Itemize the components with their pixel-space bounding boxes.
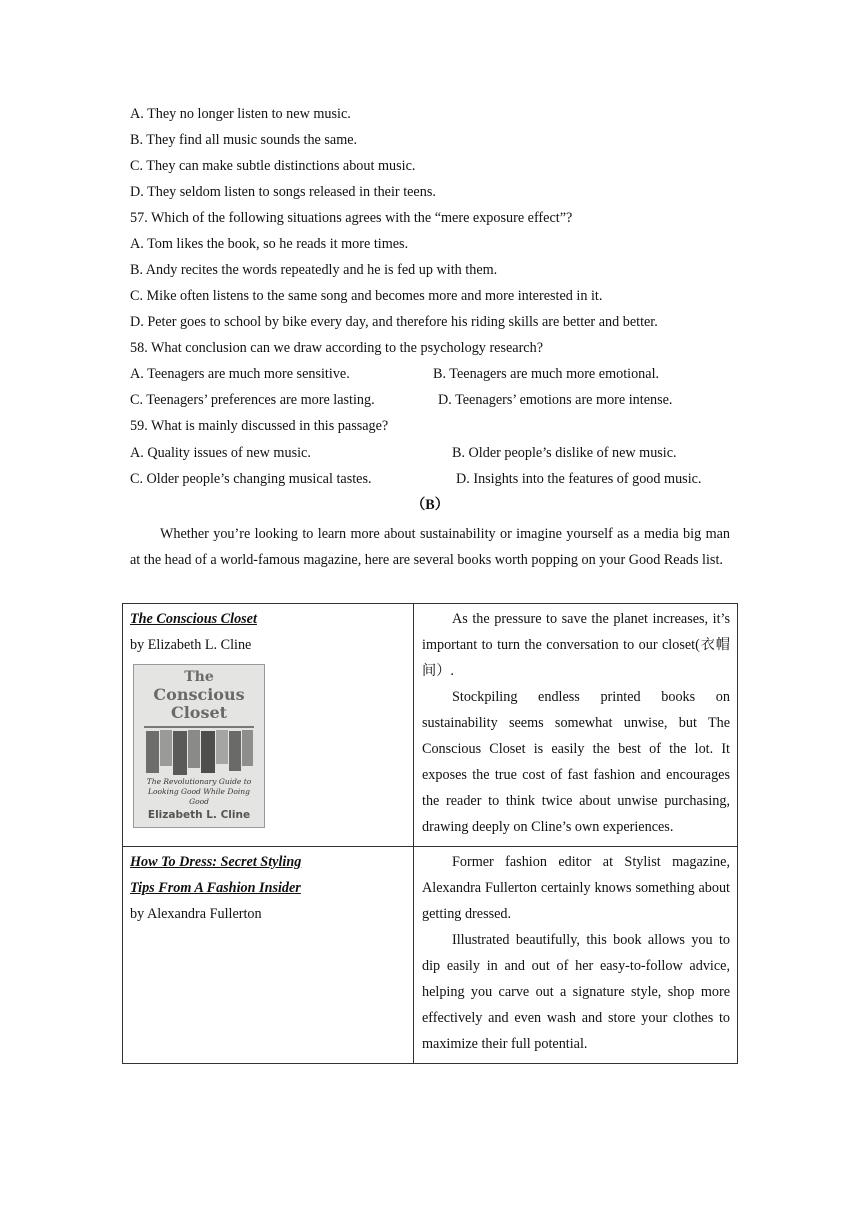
q59-option-c: C. Older people’s changing musical tastes.: [130, 471, 372, 487]
book-description-text: Stockpiling endless printed books on sustainability seems somewhat unwise, but The Conscious Closet is easily the best of the lot. It exposes the true cost of fast fashion and encourages the reader to think twice about unwise purchasing, drawing deeply on Cline’s own experiences.: [422, 689, 730, 835]
book-row: [123, 847, 738, 1064]
book-description-cell: [414, 604, 738, 847]
q56-option-d: D. They seldom listen to songs released in their teens.: [130, 184, 436, 200]
q59-option-d: D. Insights into the features of good music.: [456, 471, 702, 487]
q59-option-b: B. Older people’s dislike of new music.: [452, 445, 677, 461]
book-description-text: Illustrated beautifully, this book allows you to dip easily in and out of her easy-to-follow advice, helping you carve out a signature style, shop more effectively and even wash and store your clothes to maximize their full potential.: [422, 932, 730, 1052]
book-description-cell: [414, 847, 738, 1064]
book-title-line2: Tips From A Fashion Insider: [130, 880, 301, 896]
q57-option-d: D. Peter goes to school by bike every day, and therefore his riding skills are better and better.: [130, 314, 658, 330]
book-info-cell: [123, 604, 414, 847]
book-description-text: As the pressure to save the planet increases, it’s important to turn the conversation to our closet(衣帽间）.: [422, 611, 730, 679]
book-description-paragraph: [422, 849, 730, 927]
book-description-text: Former fashion editor at Stylist magazine, Alexandra Fullerton certainly knows something about getting dressed.: [422, 854, 730, 922]
q58-option-a: A. Teenagers are much more sensitive.: [130, 366, 350, 382]
section-heading: （B）: [411, 497, 449, 513]
q56-option-c: C. They can make subtle distinctions about music.: [130, 158, 416, 174]
book-description-paragraph: [422, 684, 730, 840]
q56-option-a: A. They no longer listen to new music.: [130, 106, 351, 122]
q58-option-b: B. Teenagers are much more emotional.: [433, 366, 660, 382]
q59-option-a: A. Quality issues of new music.: [130, 445, 311, 461]
book-title: The Conscious Closet: [130, 611, 257, 627]
q57-question: 57. Which of the following situations agrees with the “mere exposure effect”?: [130, 210, 573, 226]
cover-title-line1: The: [184, 669, 214, 685]
cover-title-line3: Closet: [170, 703, 228, 722]
q56-option-b: B. They find all music sounds the same.: [130, 132, 358, 148]
q57-option-c: C. Mike often listens to the same song and becomes more and more interested in it.: [130, 288, 603, 304]
cover-title-line2: Conscious: [153, 685, 245, 704]
book-row: [123, 604, 738, 847]
q58-question: 58. What conclusion can we draw according to the psychology research?: [130, 340, 543, 356]
book-description-paragraph: [422, 927, 730, 1057]
q58-option-d: D. Teenagers’ emotions are more intense.: [438, 392, 673, 408]
book-cover-image: [133, 664, 265, 828]
book-author: by Alexandra Fullerton: [130, 906, 262, 922]
q57-option-b: B. Andy recites the words repeatedly and he is fed up with them.: [130, 262, 498, 278]
q58-option-c: C. Teenagers’ preferences are more lasting.: [130, 392, 375, 408]
book-title-line1: How To Dress: Secret Styling: [130, 854, 302, 870]
book-info-cell: [123, 847, 414, 1064]
book-description-paragraph: [422, 606, 730, 684]
cover-author: Elizabeth L. Cline: [147, 809, 251, 821]
q57-option-a: A. Tom likes the book, so he reads it more times.: [130, 236, 409, 252]
clothes-rack-icon: [140, 723, 258, 775]
q59-question: 59. What is mainly discussed in this passage?: [130, 418, 389, 434]
book-author: by Elizabeth L. Cline: [130, 637, 252, 653]
book-table: [122, 603, 738, 1064]
section-intro-text: Whether you’re looking to learn more about sustainability or imagine yourself as a media big man at the head of a world-famous magazine, here are several books worth popping on your Good Reads list.: [130, 526, 730, 568]
cover-subtitle: The Revolutionary Guide to Looking Good While Doing Good: [146, 777, 252, 806]
section-intro: [130, 521, 730, 573]
